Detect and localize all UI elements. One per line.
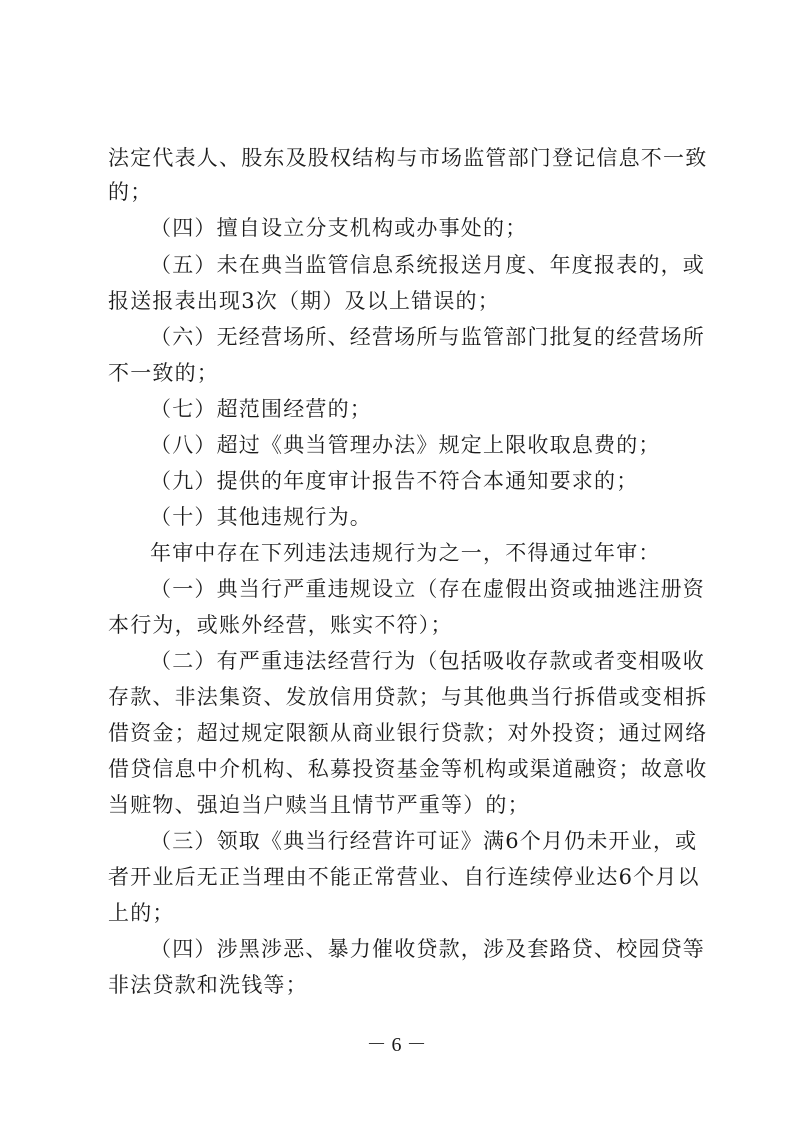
text-line: 者开业后无正当理由不能正常营业、自行连续停业达6个月以	[108, 865, 700, 889]
text-line: 本行为，或账外经营，账实不符）；	[108, 613, 453, 637]
text-line: （二）有严重违法经营行为（包括吸收存款或者变相吸收	[150, 649, 705, 673]
text-line: （九）提供的年度审计报告不符合本通知要求的；	[150, 469, 639, 493]
text-line: （十）其他违规行为。	[150, 505, 372, 529]
text-line: （三）领取《典当行经营许可证》满6个月仍未开业，或	[150, 829, 698, 853]
text-line: 当赃物、强迫当户赎当且情节严重等）的；	[108, 793, 530, 817]
text-line: （四）擅自设立分支机构或办事处的；	[150, 216, 528, 240]
text-line: 法定代表人、股东及股权结构与市场监管部门登记信息不一致	[108, 146, 708, 170]
page-number: － 6 －	[366, 1034, 427, 1056]
text-line: （八）超过《典当管理办法》规定上限收取息费的；	[150, 433, 661, 457]
text-line: （五）未在典当监管信息系统报送月度、年度报表的，或	[150, 253, 705, 277]
text-line: 的；	[108, 180, 153, 204]
text-line: 年审中存在下列违法违规行为之一，不得通过年审：	[150, 541, 661, 565]
text-line: 借贷信息中介机构、私募投资基金等机构或渠道融资；故意收	[108, 757, 708, 781]
text-line: （六）无经营场所、经营场所与监管部门批复的经营场所	[150, 325, 705, 349]
text-line: （四）涉黑涉恶、暴力催收贷款，涉及套路贷、校园贷等	[150, 937, 705, 961]
text-line: 存款、非法集资、发放信用贷款；与其他典当行拆借或变相拆	[108, 685, 708, 709]
text-line: 上的；	[108, 901, 175, 925]
text-line: 借资金；超过规定限额从商业银行贷款；对外投资；通过网络	[108, 721, 708, 745]
text-line: 不一致的；	[108, 361, 219, 385]
text-line: 报送报表出现3次（期）及以上错误的；	[108, 289, 500, 313]
text-line: （七）超范围经营的；	[150, 397, 372, 421]
text-line: （一）典当行严重违规设立（存在虚假出资或抽逃注册资	[150, 577, 705, 601]
text-line: 非法贷款和洗钱等；	[108, 973, 308, 997]
